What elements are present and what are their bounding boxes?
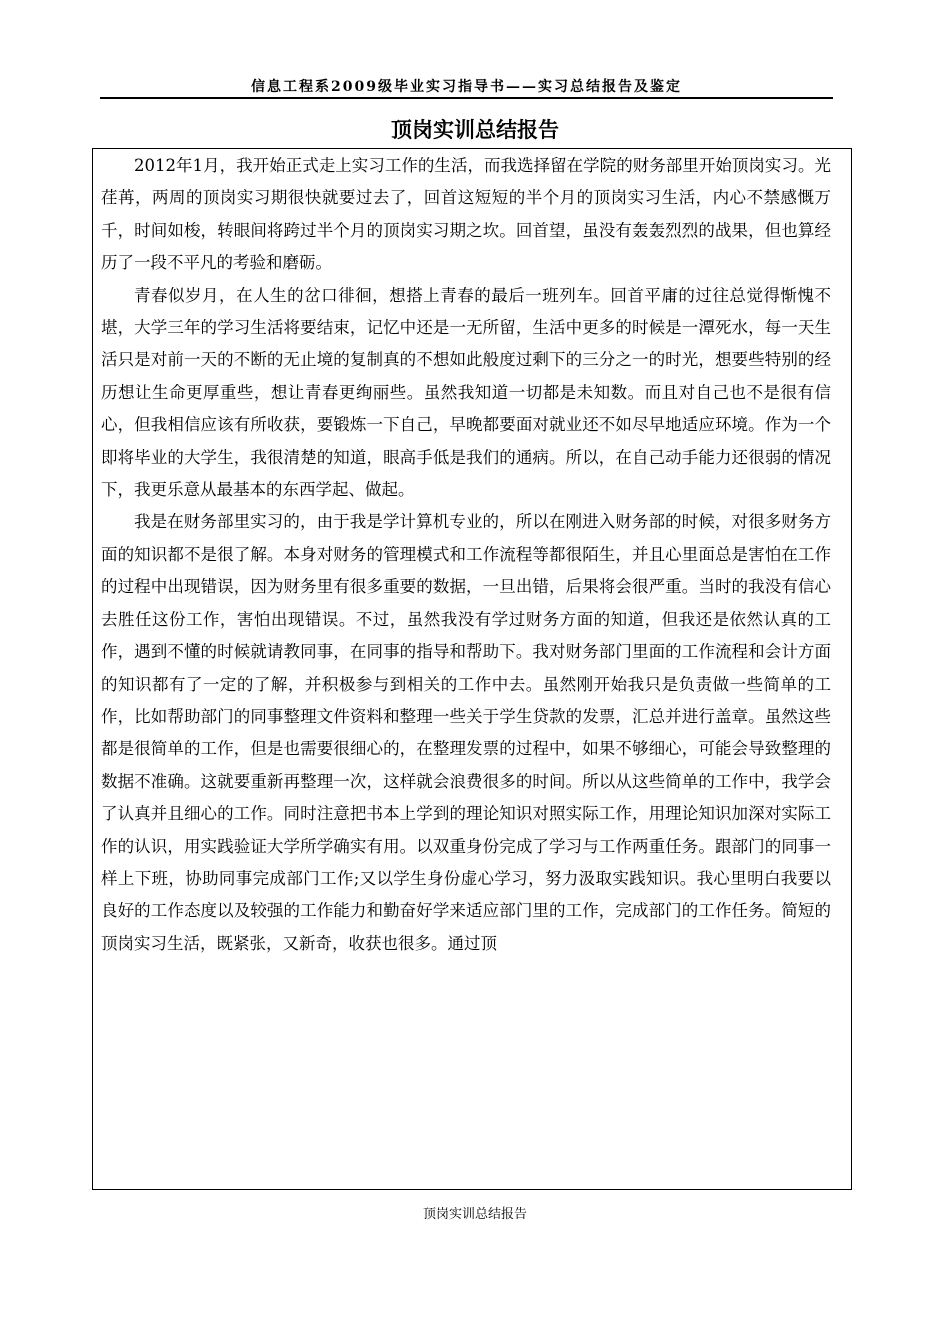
running-header: 信息工程系2009级毕业实习指导书——实习总结报告及鉴定 bbox=[251, 79, 682, 95]
footer-caption: 顶岗实训总结报告 bbox=[422, 1207, 527, 1222]
paragraph-3: 我是在财务部里实习的，由于我是学计算机专业的，所以在刚进入财务部的时候，对很多财务方面的知识都不是很了解。本身对财务的管理模式和工作流程等都很陌生，并且心里面总是害怕在工作的过程中出现错误，因为财务里有很多重要的数据，一旦出错，后果将会很严重。当时的我没有信心去胜任这份工作，害怕出现错误。不过，虽然我没有学过财务方面的知道，但我还是依然认真的工作，遇到不懂的时候就请教同事，在同事的指导和帮助下。我对财务部门里面的工作流程和会计方面的知识都有了一定的了解，并积极参与到相关的工作中去。虽然刚开始我只是负责做一些简单的工作，比如帮助部门的同事整理文件资料和整理一些关于学生贷款的发票，汇总并进行盖章。虽然这些都是很简单的工作，但是也需要很细心的，在整理发票的过程中，如果不够细心，可能会导致整理的数据不准确。这就要重新再整理一次，这样就会浪费很多的时间。所以从这些简单的工作中，我学会了认真并且细心的工作。同时注意把书本上学到的理论知识对照实际工作，用理论知识加深对实际工作的认识，用实践验证大学所学确实有用。以双重身份完成了学习与工作两重任务。跟部门的同事一样上下班，协助同事完成部门工作;又以学生身份虚心学习，努力汲取实践知识。我心里明白我要以良好的工作态度以及较强的工作能力和勤奋好学来适应部门里的工作，完成部门的工作任务。简短的顶岗实习生活，既紧张，又新奇，收获也很多。通过顶 bbox=[101, 512, 831, 953]
document-title: 顶岗实训总结报告 bbox=[391, 118, 559, 142]
paragraph-2: 青春似岁月，在人生的岔口徘徊，想搭上青春的最后一班列车。回首平庸的过往总觉得惭愧不堪，大学三年的学习生活将要结束，记忆中还是一无所留，生活中更多的时候是一潭死水，每一天生活只是对前一天的不断的无止境的复制真的不想如此般度过剩下的三分之一的时光，想要些特别的经历想让生命更厚重些，想让青春更绚丽些。虽然我知道一切都是未知数。而且对自己也不是很有信心，但我相信应该有所收获，要锻炼一下自己，早晚都要面对就业还不如尽早地适应环境。作为一个即将毕业的大学生，我很清楚的知道，眼高手低是我们的通病。所以，在自己动手能力还很弱的情况下，我更乐意从最基本的东西学起、做起。 bbox=[101, 285, 831, 500]
report-content-box bbox=[92, 148, 852, 1190]
paragraph-1: 2012年1月，我开始正式走上实习工作的生活，而我选择留在学院的财务部里开始顶岗实习。光荏苒，两周的顶岗实习期很快就要过去了，回首这短短的半个月的顶岗实习生活，内心不禁感慨万千，时间如梭，转眼间将跨过半个月的顶岗实习期之坎。回首望，虽没有轰轰烈烈的战果，但也算经历了一段不平凡的考验和磨砺。 bbox=[101, 156, 831, 273]
header-rule bbox=[100, 97, 833, 99]
